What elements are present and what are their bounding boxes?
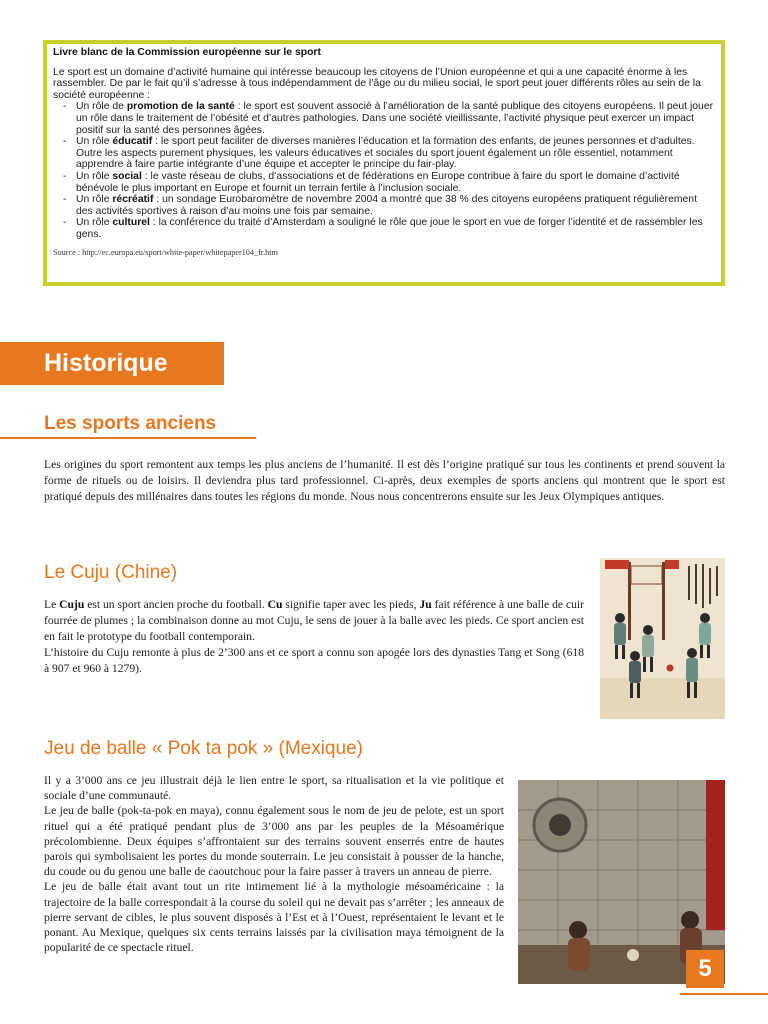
pok-paragraph-3: Le jeu de balle était avant tout un rite intimement lié à la mythologie mésoaméricaine : la trajectoire de la balle correspondait à la course du soleil qui ne devait pas s’arrêter ; les anneaux de pierre servant de cibles, le plus souvent disposés à l’Est et à l’Ouest, représentaient le levant et le ponant. Au Mexique, quelques six cents terrains laissés par la civilisation maya témoignent de la popularité de ce spectacle rituel. [44,880,504,955]
pok-ta-pok-heading: Jeu de balle « Pok ta pok » (Mexique) [44,738,363,759]
pok-paragraph-1: Il y a 3’000 ans ce jeu illustrait déjà le lien entre le sport, sa ritualisation et la vie politique et sociale d’une communauté. [44,774,504,803]
whitepaper-title: Livre blanc de la Commission européenne sur le sport [53,47,321,58]
section-divider [0,437,256,439]
page-number-rule [680,993,768,995]
whitepaper-roles-list [63,101,715,240]
whitepaper-box [43,40,725,286]
list-item: - Un rôle culturel : la conférence du traité d’Amsterdam a souligné le rôle que joue le sport en vue de forger l’identité et de rassembler les gens. [63,217,715,240]
cuju-paragraph-1: Le Cuju est un sport ancien proche du football. Cu signifie taper avec les pieds, Ju fait référence à une balle de cuir fourrée de plumes ; la combinaison donne au mot Cuju, le sens de jouer à la balle avec les pieds. Ce sport ancien est en fait le prototype du football contemporain. [44,598,585,643]
pok-ta-pok-text [44,773,504,955]
section-title: Les sports anciens [44,413,217,434]
cuju-illustration [600,558,725,719]
pok-paragraph-2: Le jeu de balle (pok-ta-pok en maya), connu également sous le nom de jeu de pelote, est un sport rituel qui a été pratiqué pendant plus de 3’000 ans par les peuples de la Mésoamérique précolombienne. Deux équipes s’affrontaient sur des terrains souvent enserrés entre de hautes parois qui symbolisaient les portes du monde souterrain. Le jeu consistait à pousser de la hanche, du coude ou du genou une balle de caoutchouc pour la faire passer à travers un anneau de pierre. [44,804,504,879]
list-item: - Un rôle de promotion de la santé : le sport est souvent associé à l’amélioration de la santé publique des citoyens européens. Il peut jouer un rôle dans le traitement de l’obésité et d’autres pathologies. Dans une société vieillissante, l’activité physique peut exercer un impact positif sur la santé des personnes âgées. [63,101,715,136]
whitepaper-source-link[interactable]: Source : http://ec.europa.eu/sport/white-paper/whitepaper104_fr.htm [53,247,278,257]
intro-paragraph: Les origines du sport remontent aux temps les plus anciens de l’humanité. Il est dès l’origine pratiqué sur tous les continents et prend souvent la forme de rituels ou de loisirs. Il deviendra plus tard professionnel. Ci-après, deux exemples de sports anciens qui montrent que le sport est pratiqué depuis des millénaires dans toutes les régions du monde. Nous nous concentrerons ensuite sur les Jeux Olympiques antiques. [44,458,725,503]
page-number: 5 [686,950,724,988]
cuju-text [44,597,584,677]
list-item: - Un rôle éducatif : le sport peut faciliter de diverses manières l’éducation et la formation des enfants, de jeunes personnes et d’adultes. Outre les aspects purement physiques, les valeurs éducatives et sociales du sport jouent également un rôle essentiel, notamment apprendre à faire partie intégrante d’une équipe et accepter le principe du fair-play. [63,136,715,171]
cuju-paragraph-2: L’histoire du Cuju remonte à plus de 2’300 ans et ce sport a connu son apogée lors des dynasties Tang et Song (618 à 907 et 960 à 1279). [44,646,584,675]
list-item: - Un rôle social : le vaste réseau de clubs, d’associations et de fédérations en Europe contribue à faire du sport le domaine d’activité bénévole le plus important en Europe et fournit un terrain fertile à l’inclusion sociale. [63,171,715,194]
list-item: - Un rôle récréatif : un sondage Eurobaromètre de novembre 2004 a montré que 38 % des citoyens européens pratiquent régulièrement des activités sportives à raison d’au moins une fois par semaine. [63,194,715,217]
whitepaper-intro: Le sport est un domaine d’activité humaine qui intéresse beaucoup les citoyens de l’Union européenne et qui a une capacité énorme à les rassembler. De par le fait qu’il s’adresse à tous indépendamment de l’âge ou du milieu social, le sport peut jouer différents rôles au sein de la société européenne : [53,66,701,101]
historique-banner: Historique [0,342,224,385]
cuju-heading: Le Cuju (Chine) [44,562,178,583]
